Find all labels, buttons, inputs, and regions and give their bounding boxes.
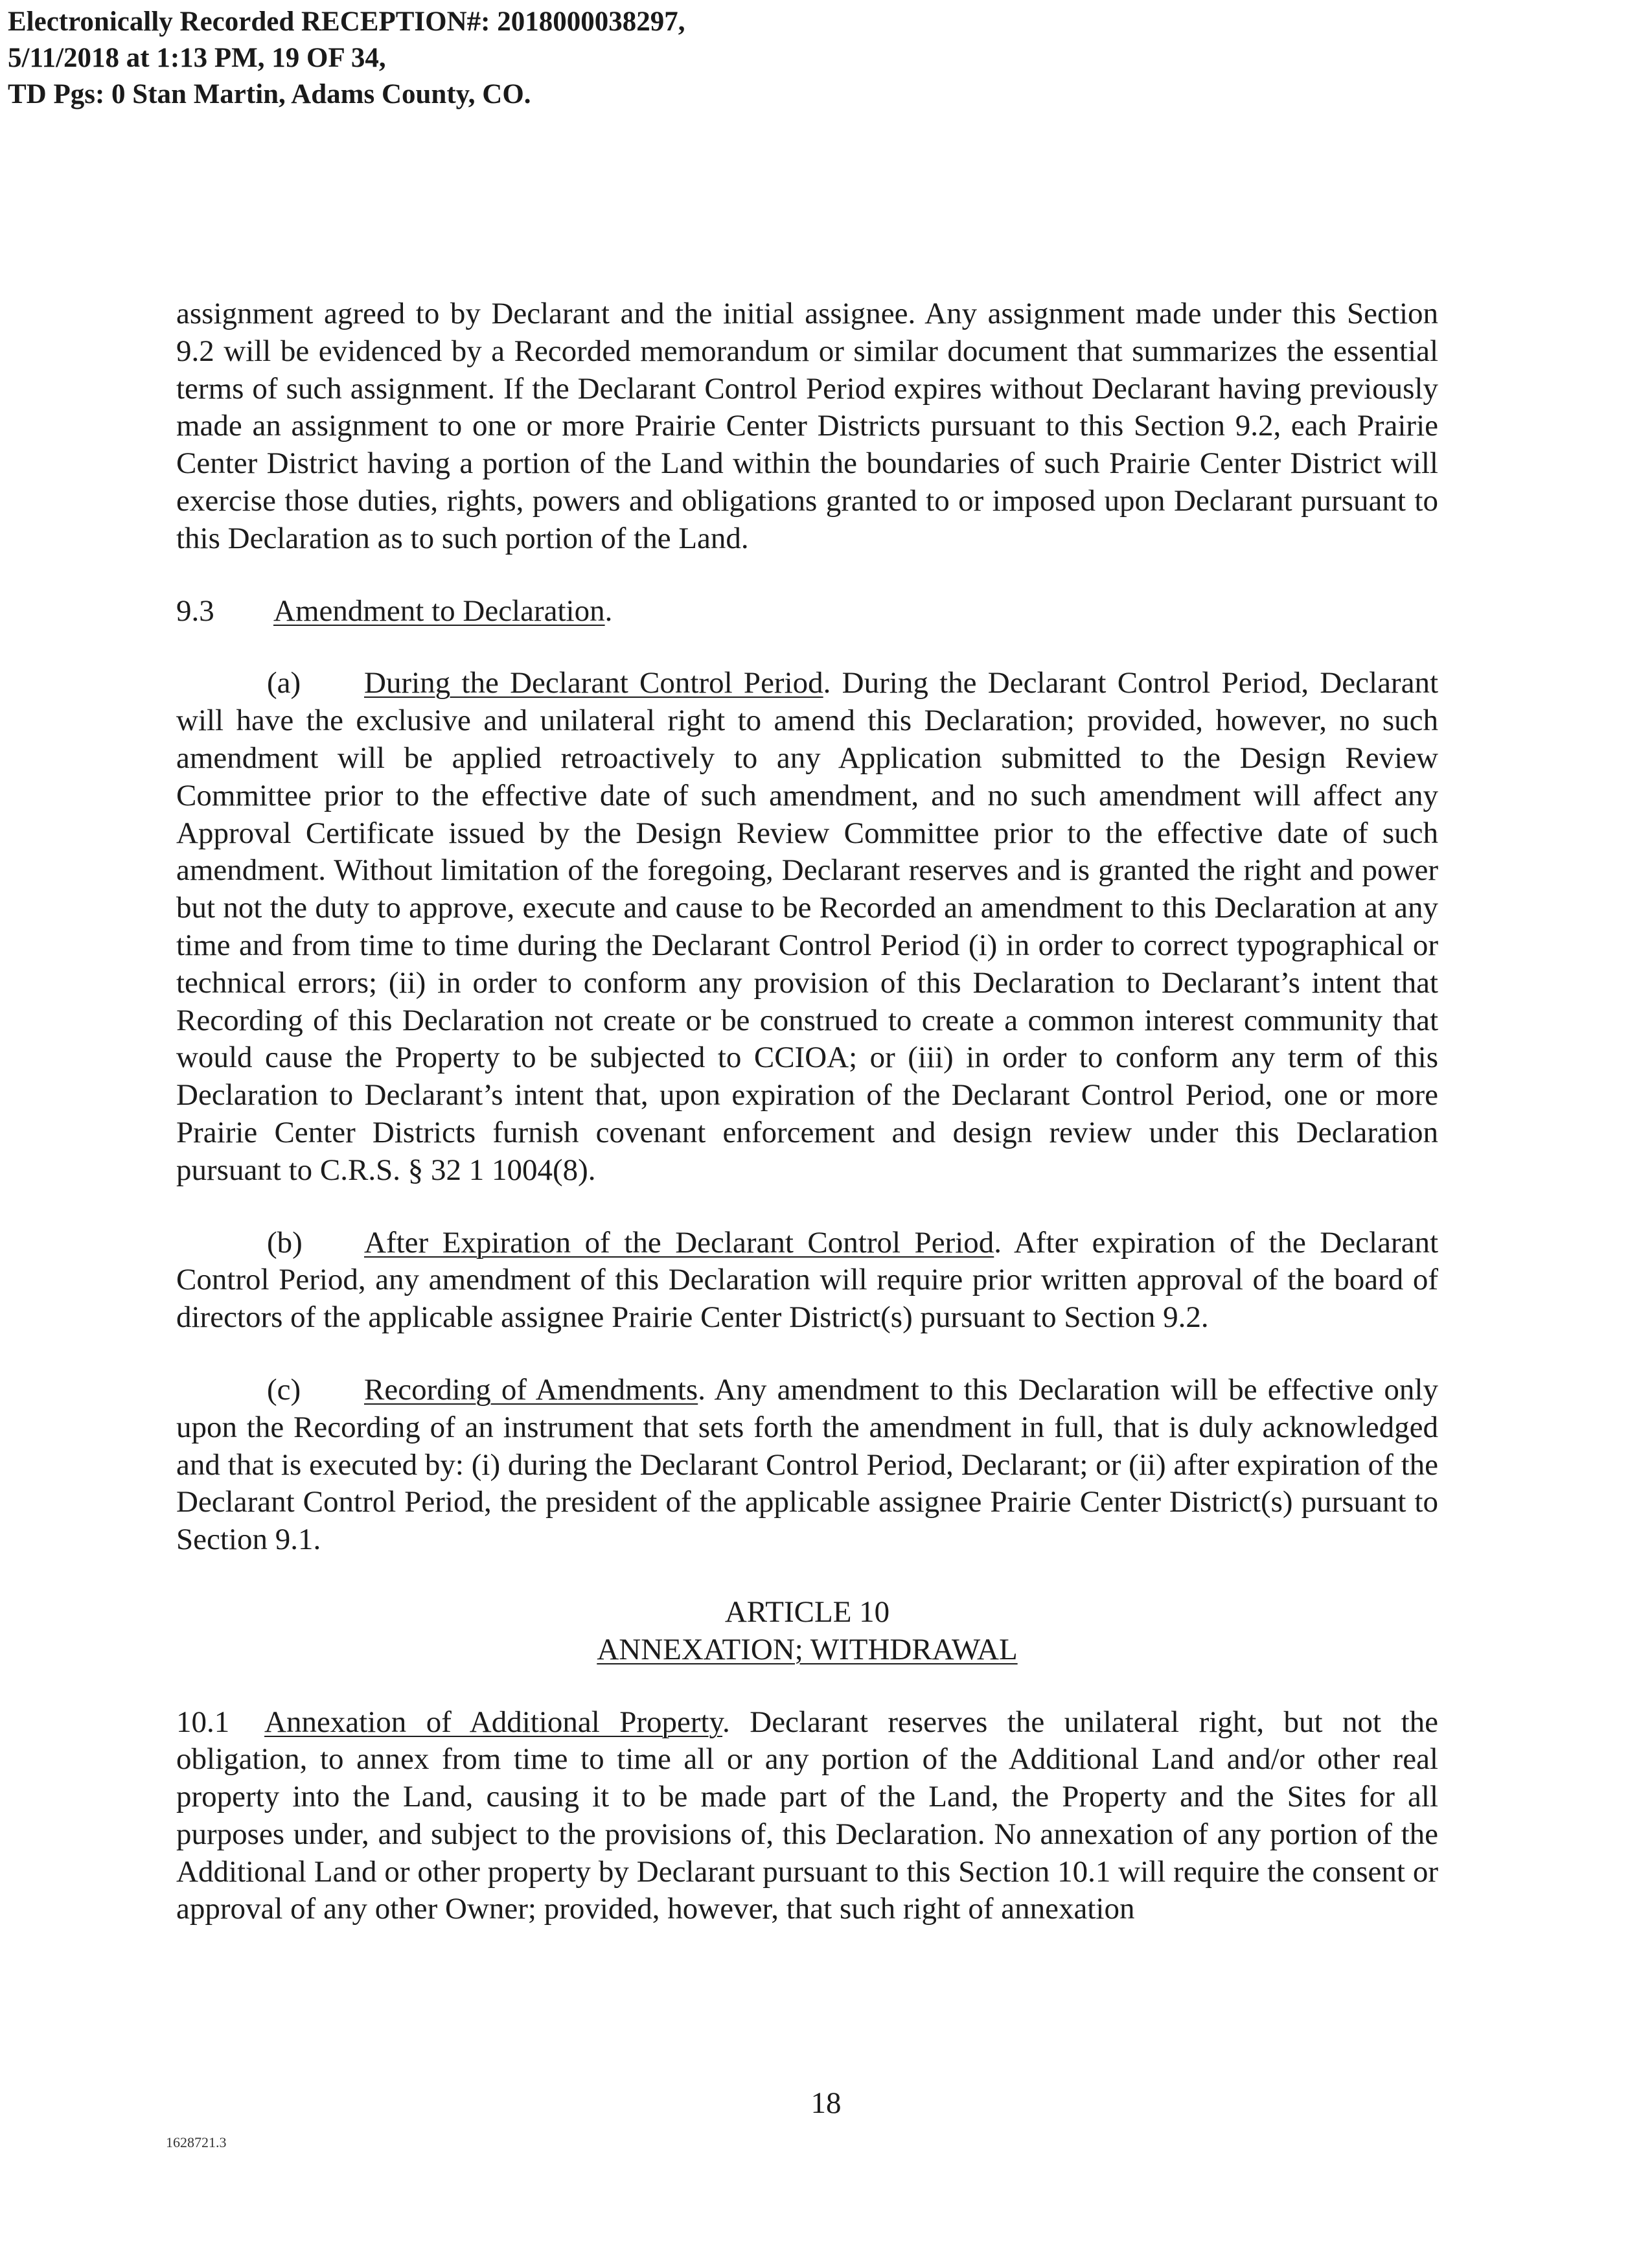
subsection-title: Recording of Amendments [364, 1372, 698, 1407]
section-number: 10.1 [176, 1705, 230, 1739]
subsection-a [176, 665, 1438, 1189]
subsection-text: . After expiration of the Declarant Control Period, any amendment of this Declaration will require prior written approval of the board of directors of the applicable assignee Prairie Center District(s) pursuant to Section 9.2. [176, 1225, 1439, 1335]
subsection-text: . Any amendment to this Declaration will be effective only upon the Recording of an instrument that sets forth the amendment in full, that is duly acknowledged and that is executed by: (i) during the Declarant Control Period, Declarant; or (ii) after expiration of the Declarant Control Period, the president of the applicable assignee Prairie Center District(s) pursuant to Section 9.1. [176, 1372, 1438, 1557]
section-9-3-heading [176, 593, 1438, 630]
section-title-period: . [604, 593, 613, 628]
stamp-line-reception: Electronically Recorded RECEPTION#: 2018000038297, [8, 6, 685, 37]
section-10-1 [176, 1704, 1438, 1929]
subsection-label: (c) [267, 1372, 301, 1407]
section-title: Amendment to Declaration [273, 593, 605, 628]
article-heading: ARTICLE 10 [724, 1595, 890, 1629]
section-text: . Declarant reserves the unilateral right, but not the obligation, to annex from time to time all or any portion of the Additional Land and/or other real property into the Land, causing it to be made part of the Land, the Property and the Sites for all purposes under, and subject to the provisions of, this Declaration. No annexation of any portion of the Additional Land or other property by Declarant pursuant to this Section 10.1 will require the consent or approval of any other Owner; provided, however, that such right of annexation [176, 1705, 1438, 1926]
document-id: 1628721.3 [166, 2134, 227, 2150]
recording-stamp [8, 4, 685, 113]
subsection-title: After Expiration of the Declarant Control Period [364, 1225, 994, 1260]
document-body [176, 295, 1438, 1928]
subsection-text: . During the Declarant Control Period, Declarant will have the exclusive and unilateral right to amend this Declaration; provided, however, no such amendment will be applied retroactively to any Application submitted to the Design Review Committee prior to the effective date of such amendment, and no such amendment will affect any Approval Certificate issued by the Design Review Committee prior to the effective date of such amendment. Without limitation of the foregoing, Declarant reserves and is granted the right and power but not the duty to approve, execute and cause to be Recorded an amendment to this Declaration at any time and from time to time during the Declarant Control Period (i) in order to correct typographical or technical errors; (ii) in order to conform any provision of this Declaration to Declarant’s intent that Recording of this Declaration not create or be construed to create a common interest community that would cause the Property to be subjected to CCIOA; or (iii) in order to conform any term of this Declaration to Declarant’s intent that, upon expiration of the Declarant Control Period, one or more Prairie Center Districts furnish covenant enforcement and design review under this Declaration pursuant to C.R.S. § 32 1 1004(8). [176, 666, 1438, 1187]
section-number: 9.3 [176, 593, 214, 628]
subsection-label: (a) [267, 666, 301, 700]
page-number: 18 [810, 2086, 842, 2120]
subsection-label: (b) [267, 1225, 303, 1260]
subsection-title: During the Declarant Control Period [364, 666, 823, 700]
subsection-c [176, 1372, 1438, 1559]
stamp-line-date: 5/11/2018 at 1:13 PM, 19 OF 34, [8, 43, 386, 73]
stamp-line-county: TD Pgs: 0 Stan Martin, Adams County, CO. [8, 79, 531, 109]
article-title [176, 1631, 1438, 1669]
subsection-b [176, 1225, 1438, 1337]
section-title: Annexation of Additional Property [264, 1705, 723, 1739]
continuation-paragraph: assignment agreed to by Declarant and the initial assignee. Any assignment made under this Section 9.2 will be evidenced by a Recorded memorandum or similar document that summarizes the essential terms of such assignment. If the Declarant Control Period expires without Declarant having previously made an assignment to one or more Prairie Center Districts pursuant to this Section 9.2, each Prairie Center District having a portion of the Land within the boundaries of such Prairie Center District will exercise those duties, rights, powers and obligations granted to or imposed upon Declarant pursuant to this Declaration as to such portion of the Land. [176, 297, 1438, 555]
article-title-text: ANNEXATION; WITHDRAWAL [597, 1632, 1018, 1666]
